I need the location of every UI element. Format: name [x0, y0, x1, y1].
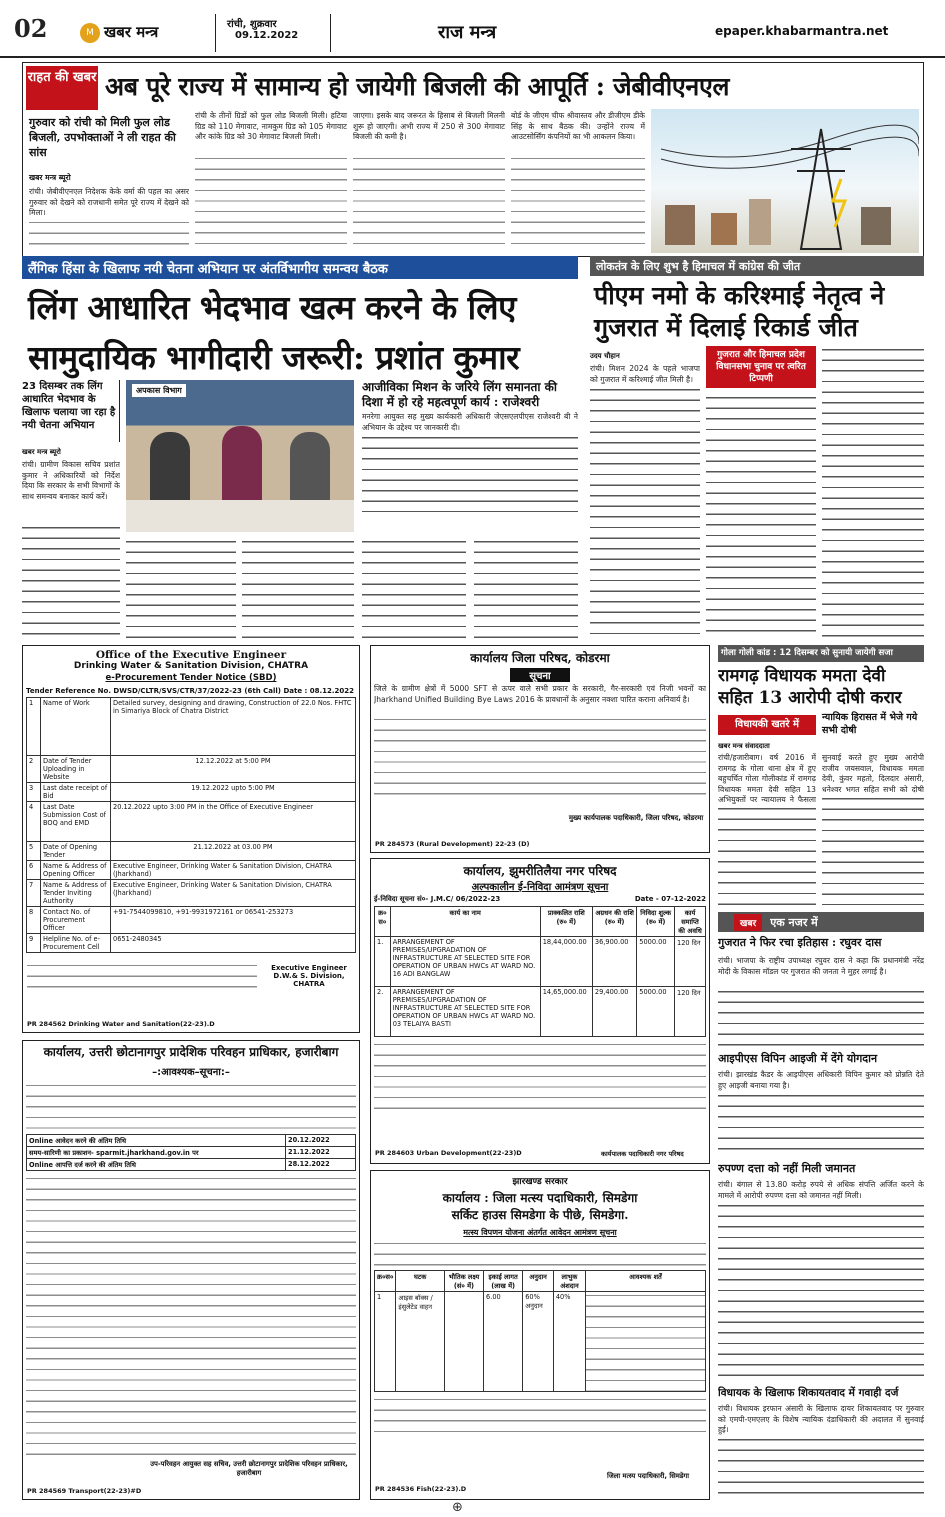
headline: रामगढ़ विधायक ममता देवी सहित 13 आरोपी दोषी करार — [718, 666, 902, 708]
tag-box — [718, 715, 816, 735]
col-header: क्र० स० — [375, 907, 391, 937]
ad-title: कार्यालय, झुमरीतिलैया नगर परिषद — [463, 864, 617, 878]
cell: 7 — [27, 880, 41, 907]
col-header: इकाई लागत (लाख में) — [484, 1271, 523, 1292]
brief-2-body: रांची। झारखंड कैडर के आइपीएस अधिकारी विपिन कुमार को प्रोन्नति देते हुए आइजी बनाया गया है। — [718, 1070, 924, 1090]
body-col-2 — [126, 538, 236, 638]
ref-no: ई-निविदा सूचना सं०- J.M.C/ 06/2022-23 — [374, 895, 501, 903]
notice-koderma — [370, 645, 710, 853]
strap-bar — [718, 645, 924, 662]
highlight-text: 23 दिसम्बर तक लिंग आधारित भेदभाव के खिलाफ चलाया जा रहा है नयी चेतना अभियान — [22, 381, 116, 431]
tag-text: विधायकी खतरे में — [735, 719, 799, 730]
ad-pr: PR 284573 (Rural Development) 22-23 (D) — [375, 840, 530, 848]
brief-4-text — [718, 1404, 924, 1500]
power-lines-illustration — [651, 109, 919, 253]
brief-4-headline: विधायक के खिलाफ शिकायतवाद में गवाही दर्ज — [718, 1387, 899, 1399]
side-col — [822, 753, 924, 905]
cell-conditions — [586, 1292, 706, 1392]
ad-body-text: जिले के ग्रामीण क्षेत्रों में 5000 SFT से ऊपर वाले सभी प्रकार के सरकारी, गैर-सरकारी एवं निजी भवनों का Jharkhand Unified Building Bye Laws 2016 के प्रावधानों के अनुसार नक्शा पारित कराना अनिवार्य है। — [374, 684, 706, 704]
ad-intro — [26, 1082, 356, 1130]
ad-subtitle — [510, 668, 570, 682]
cell: Date of Opening Tender — [41, 842, 111, 861]
brief-3-text — [718, 1180, 924, 1380]
ad-signature: कार्यपालक पदाधिकारी नगर परिषद — [601, 1150, 684, 1158]
cell: 28.12.2022 — [286, 1159, 356, 1171]
brief-2-text — [718, 1070, 924, 1158]
cell: 36,900.00 — [592, 937, 636, 987]
byline: उदय चौहान — [590, 352, 620, 360]
e-tender-jhumritelaiya — [370, 858, 710, 1164]
cell: 1 — [27, 698, 41, 756]
place-day: रांची, शुक्रवार — [227, 19, 277, 30]
headline: पीएम नमो के करिश्माई नेतृत्व ने गुजरात में दिलाई रिकार्ड जीत — [594, 281, 885, 342]
story-headline: अब पूरे राज्य में सामान्य हो जायेगी बिजली की आपूर्ति : जेबीवीएनएल — [105, 72, 730, 101]
cell: Contact No. of Procurement Officer — [41, 907, 111, 934]
cell: Executive Engineer, Drinking Water & Sanitation Division, CHATRA (Jharkhand) — [111, 880, 356, 907]
strap-text: लैंगिक हिंसा के खिलाफ नयी चेतना अभियान पर अंतर्विभागीय समन्वय बैठक — [28, 262, 388, 277]
power-tower-image — [651, 109, 919, 253]
col2-text: रांची के तीनों ग्रिडों को फुल लोड बिजली मिली। हटिया ग्रिड को 110 मेगावाट, नामकुम ग्रिड को 105 मेगावाट और कांके ग्रिड को 30 मेगावाट बिजली मिली। — [195, 111, 347, 142]
table-row — [27, 1159, 356, 1171]
story-gender — [22, 256, 578, 640]
cell: आइस बॉक्स / इंसुलेटेड वाहन — [396, 1292, 445, 1392]
cell: 120 दिन — [675, 937, 706, 987]
col-header: लाभुक अंशदान — [553, 1271, 585, 1292]
story-sidehead: गुरुवार को रांची को मिली फुल लोड बिजली, उपभोक्ताओं ने ली राहत की सांस — [29, 116, 176, 159]
cell: 4 — [27, 802, 41, 842]
cell: 40% — [553, 1292, 585, 1392]
cell: Last Date Submission Cost of BOQ and EMD — [41, 802, 111, 842]
cell: 1 — [375, 1292, 396, 1392]
ad-title: कार्यालय, उत्तरी छोटानागपुर प्रादेशिक परिवहन प्राधिकार, हजारीबाग — [43, 1045, 339, 1059]
col-header: कार्य समाप्ति की अवधि — [675, 907, 706, 937]
col-header: घटक — [396, 1271, 445, 1292]
cell: 120 दिन — [675, 987, 706, 1037]
cell: 6 — [27, 861, 41, 880]
cell: 5 — [27, 842, 41, 861]
cell: Helpline No. of e-Procurement Cell — [41, 934, 111, 953]
meeting-photo — [126, 380, 354, 532]
cell: 18,44,000.00 — [540, 937, 592, 987]
ad-body — [374, 684, 706, 804]
table-row — [375, 987, 706, 1037]
side-text: सुनवाई करते हुए मुख्य आरोपी राजीव जयसवाल, विधायक ममता देवी, कुंवर महतो, दिलदार अंसारी, धनेश्वर भगत सहित सभी को दोषी — [822, 753, 924, 794]
brief-2-headline: आइपीएस विपिन आइजी में देंगे योगदान — [718, 1052, 878, 1065]
cell: Online आपत्ति दर्ज करने की अंतिम तिथि — [27, 1159, 286, 1171]
notice-transport-hazaribag — [22, 1040, 360, 1500]
col3-text: जाएगा। इसके बाद जरूरत के हिसाब से बिजली मिलनी शुरू हो जाएगी। अभी राज्य में 250 से 300 मेगावाट बिजली की कमी है। — [353, 111, 505, 142]
lead-text: रांची। जेबीवीएनएल निदेशक केके वर्मा की पहल का असर गुरुवार को देखने को राजधानी समेत पूरे राज्य में देखने को मिला। — [29, 187, 189, 218]
table-header — [375, 907, 706, 937]
cell: 20.12.2022 upto 3:00 PM in the Office of Executive Engineer — [111, 802, 356, 842]
table-row — [27, 934, 356, 953]
ad-terms — [374, 1396, 706, 1436]
lead-col — [718, 753, 816, 905]
brief-1-text — [718, 956, 924, 1048]
ad-pr: PR 284562 Drinking Water and Sanitation(22-23).D — [27, 1020, 215, 1028]
table-row — [27, 756, 356, 783]
col-header: अनुदान — [523, 1271, 554, 1292]
cell: 21.12.2022 — [286, 1147, 356, 1159]
cell: ARRANGEMENT OF PREMISES/UPGRADATION OF INFRASTRUCTURE AT SELECTED SITE FOR OPERATION OF URBAN HWCs AT WARD NO. 16 ADI BANGLAW — [390, 937, 540, 987]
col-header: अग्रधन की राशि (रु० में) — [592, 907, 636, 937]
story-col-2 — [195, 111, 347, 251]
headline-line2: सामुदायिक भागीदारी जरूरी: प्रशांत कुमार — [28, 338, 520, 377]
col-header: भौतिक लक्ष्य (सं० में) — [444, 1271, 483, 1292]
cell: 8 — [27, 907, 41, 934]
website-link[interactable]: epaper.khabarmantra.net — [715, 24, 889, 38]
ad-terms — [26, 1175, 356, 1455]
brief-tag-text: खबर — [740, 918, 757, 929]
subtitle-text: सूचना — [529, 671, 551, 682]
cell: 1. — [375, 937, 391, 987]
brand-name: खबर मन्त्र — [104, 23, 159, 41]
highlight-box — [22, 380, 120, 442]
news-briefs — [718, 912, 924, 1502]
ad-subtitle: –:आवश्यक–सूचना:– — [152, 1067, 230, 1078]
cell: 3 — [27, 783, 41, 802]
tender-ref: Tender Reference No. DWSD/CLTR/SVS/CTR/37/2022-23 (6th Call) Date : 08.12.2022 — [26, 687, 355, 695]
lead-text: रांची/हजारीबाग। वर्ष 2016 में रामगढ़ के गोला थाना क्षेत्र में हुए बहुचर्चित गोला गोलीकांड में रामगढ़ विधायक ममता देवी सहित 13 अभियुक्तों पर न्यायालय ने फैसला — [718, 753, 816, 805]
body-col-4 — [362, 538, 466, 638]
cell: 5000.00 — [637, 937, 675, 987]
ad-title-3: e-Procurement Tender Notice (SBD) — [105, 673, 277, 683]
ad-title: Office of the Executive Engineer — [95, 649, 287, 661]
registration-mark-icon: ⊕ — [452, 1500, 463, 1515]
cell: 5000.00 — [637, 987, 675, 1037]
cell: 20.12.2022 — [286, 1135, 356, 1147]
subhead: आजीविका मिशन के जरिये लिंग समानता की दिशा में हो रहे महत्वपूर्ण कार्य : राजेश्वरी — [362, 380, 557, 409]
ref-row — [374, 895, 706, 904]
col-2 — [706, 394, 816, 638]
subhead: न्यायिक हिरासत में भेजे गये सभी दोषी — [822, 712, 918, 736]
brand-logo-icon: M — [80, 23, 100, 43]
ad-subtitle: अल्पकालीन ई-निविदा आमंत्रण सूचना — [471, 882, 609, 893]
lead-text: रांची। मिशन 2024 के पहले भाजपा को गुजरात में करिश्माई जीत मिली है। — [590, 364, 700, 384]
col4-text: बोर्ड के जीएम चीफ श्रीवास्तव और डीजीएम डीके सिंह के साथ बैठक की। उन्होंने राज्य में आउटसोर्सिंग कंपनियों का भी आकलन किया। — [511, 111, 645, 142]
strap-text: लोकतंत्र के लिए शुभ है हिमाचल में कांग्रेस की जीत — [596, 260, 801, 273]
cell: 2. — [375, 987, 391, 1037]
sub-text — [362, 412, 578, 512]
page-number: 02 — [14, 14, 48, 43]
ad-signature: Executive Engineer D.W.& S. Division, CHATRA — [271, 964, 347, 988]
cell: Detailed survey, designing and drawing, Construction of 22.0 Nos. FHTC in Simariya Block of Chatra District — [111, 698, 356, 756]
ad-pr: PR 284569 Transport(22-23)#D — [27, 1487, 142, 1495]
cell: 2 — [27, 756, 41, 783]
sub-text-content: मनरेगा आयुक्त सह मुख्य कार्यकारी अधिकारी जेएसएलपीएस राजेश्वरी बी ने अभियान के उद्देश्य पर जानकारी दी। — [362, 412, 578, 432]
cell: Online आवेदन करने की अंतिम तिथि — [27, 1135, 286, 1147]
story-lead — [29, 187, 189, 253]
story-electricity — [22, 62, 924, 257]
table-row — [27, 842, 356, 861]
cell: समय-सारिणी का प्रकाशन- sparmit.jharkhand.gov.in पर — [27, 1147, 286, 1159]
ad-title-3: सर्किट हाउस सिमडेगा के पीछे, सिमडेगा. — [451, 1208, 629, 1222]
table-row — [375, 1292, 706, 1392]
photo-banner: अपकास विभाग — [132, 384, 186, 397]
ad-title: झारखण्ड सरकार — [512, 1177, 568, 1187]
scheme-table — [374, 1270, 706, 1392]
ref-date: Date - 07-12-2022 — [634, 895, 706, 903]
ad-pr: PR 284603 Urban Development(22-23)D — [375, 1149, 522, 1157]
cell: ARRANGEMENT OF PREMISES/UPGRADATION OF INFRASTRUCTURE AT SELECTED SITE FOR OPERATION OF URBAN HWCs AT WARD NO. 03 TELAIYA BASTI — [390, 987, 540, 1037]
ad-terms — [374, 1041, 706, 1113]
cell: +91-7544099810, +91-9931972161 or 06541-253273 — [111, 907, 356, 934]
story-ramgarh — [718, 645, 924, 907]
table-header — [375, 1271, 706, 1292]
cell: 29,400.00 — [592, 987, 636, 1037]
meeting-table — [126, 500, 354, 532]
table-row — [27, 802, 356, 842]
story-tag — [26, 66, 98, 110]
brief-title: एक नजर में — [770, 915, 818, 929]
cell: Last date receipt of Bid — [41, 783, 111, 802]
col-header: क्र०स० — [375, 1271, 396, 1292]
masthead — [0, 0, 945, 58]
story-gujarat — [590, 256, 924, 640]
table-row — [375, 937, 706, 987]
cell: 9 — [27, 934, 41, 953]
comment-box-text: गुजरात और हिमाचल प्रदेश विधानसभा चुनाव पर त्वरित टिप्पणी — [716, 350, 806, 384]
tender-table — [26, 697, 356, 953]
tender-notice-chatra — [22, 645, 360, 1033]
cell: 14,65,000.00 — [540, 987, 592, 1037]
cell: 0651-2480345 — [111, 934, 356, 953]
notice-fisheries-simdega — [370, 1170, 710, 1500]
table-row — [27, 1147, 356, 1159]
col-header: आवश्यक शर्तें — [586, 1271, 706, 1292]
cell: 21.12.2022 at 03.00 PM — [111, 842, 356, 861]
ad-subtitle: मत्स्य विपणन योजना अंतर्गत आवेदन आमंत्रण सूचना — [463, 1228, 617, 1237]
lead-text: रांची। ग्रामीण विकास सचिव प्रशांत कुमार ने अधिकारियों को निर्देश दिया कि सरकार के सभी विभागों के साथ समन्वय बनाकर कार्य करें। — [22, 460, 120, 501]
strap-text: गोला गोली कांड : 12 दिसम्बर को सुनायी जायेगी सजा — [721, 648, 893, 658]
strap-bar — [590, 256, 924, 276]
brief-header — [718, 912, 924, 932]
lead-col — [22, 460, 120, 636]
table-row — [27, 861, 356, 880]
story-tag-text: राहत की खबर — [27, 70, 97, 85]
byline: खबर मन्त्र ब्यूरो — [29, 173, 71, 182]
comment-box — [706, 346, 816, 388]
cell: 19.12.2022 upto 5:00 PM — [111, 783, 356, 802]
ad-intro — [374, 1240, 706, 1268]
ad-signature: मुख्य कार्यपालक पदाधिकारी, जिला परिषद, कोडरमा — [568, 814, 704, 822]
table-row — [27, 698, 356, 756]
brief-1-headline: गुजरात ने फिर रचा इतिहास : रघुवर दास — [718, 936, 882, 949]
brief-4-body: रांची। विधायक इरफान अंसारी के खिलाफ दायर शिकायतवाद पर गुरुवार को एमपी-एमएलए के विशेष न्यायिक दंडाधिकारी की अदालत में सुनवाई हुई। — [718, 1404, 924, 1435]
ad-fineprint — [27, 962, 257, 996]
col-header: कार्य का नाम — [390, 907, 540, 937]
strap-bar — [22, 256, 578, 279]
tender-table — [374, 906, 706, 1037]
byline: खबर मन्त्र संवाददाता — [718, 742, 770, 750]
ad-pr: PR 284536 Fish(22-23).D — [375, 1485, 467, 1493]
brief-3-headline: रुपण्ण दत्ता को नहीं मिली जमानत — [718, 1162, 856, 1175]
cell — [444, 1292, 483, 1392]
story-col-4 — [511, 111, 645, 251]
ad-signature: उप-परिवहन आयुक्त सह सचिव, उत्तरी छोटानागपुर प्रादेशिक परिवहन प्राधिकार, हजारीबाग — [150, 1460, 348, 1477]
cell: Name & Address of Opening Officer — [41, 861, 111, 880]
table-row — [27, 907, 356, 934]
lead-col — [590, 364, 700, 638]
col-3 — [822, 346, 924, 638]
col-header: प्राक्कलित राशि (रु० में) — [540, 907, 592, 937]
ad-title-2: Drinking Water & Sanitation Division, CHATRA — [73, 661, 309, 671]
body-col-3 — [242, 538, 354, 638]
cell: Executive Engineer, Drinking Water & Sanitation Division, CHATRA (Jharkhand) — [111, 861, 356, 880]
issue-date: 09.12.2022 — [235, 30, 299, 41]
brief-3-body: रांची। बंगाल से 13.80 करोड़ रुपये से अधिक संपत्ति अर्जित करने के मामले में आरोपी रुपण्ण दत्ता को जमानत नहीं मिली। — [718, 1180, 924, 1200]
header-divider — [215, 14, 216, 52]
cell: 12.12.2022 at 5:00 PM — [111, 756, 356, 783]
ad-title: कार्यालय जिला परिषद, कोडरमा — [470, 651, 610, 665]
table-row — [27, 783, 356, 802]
table-row — [27, 1135, 356, 1147]
header-divider-2 — [330, 14, 331, 52]
headline-line1: लिंग आधारित भेदभाव खत्म करने के लिए — [28, 288, 516, 327]
table-row — [27, 880, 356, 907]
ad-title-2: कार्यालय : जिला मत्स्य पदाधिकारी, सिमडेगा — [442, 1191, 638, 1205]
body-col-5 — [474, 538, 578, 638]
cell: 6.00 — [484, 1292, 523, 1392]
schedule-table — [26, 1134, 356, 1171]
col-header: निविदा शुल्क (रु० में) — [637, 907, 675, 937]
section-name: राज मन्त्र — [438, 22, 497, 43]
brief-1-body: रांची। भाजपा के राष्ट्रीय उपाध्यक्ष रघुवर दास ने कहा कि प्रधानमंत्री नरेंद्र मोदी के विकास मॉडल पर गुजरात की जनता ने मुहर लगाई है। — [718, 956, 924, 976]
cell: Name of Work — [41, 698, 111, 756]
cell: Name & Address of Tender Inviting Authority — [41, 880, 111, 907]
cell: Date of Tender Uploading in Website — [41, 756, 111, 783]
story-col-3 — [353, 111, 505, 251]
byline: खबर मन्त्र ब्यूरो — [22, 448, 61, 456]
ad-signature: जिला मत्स्य पदाधिकारी, सिमडेगा — [606, 1472, 689, 1480]
cell: 60% अनुदान — [523, 1292, 554, 1392]
brief-tag — [734, 914, 762, 931]
